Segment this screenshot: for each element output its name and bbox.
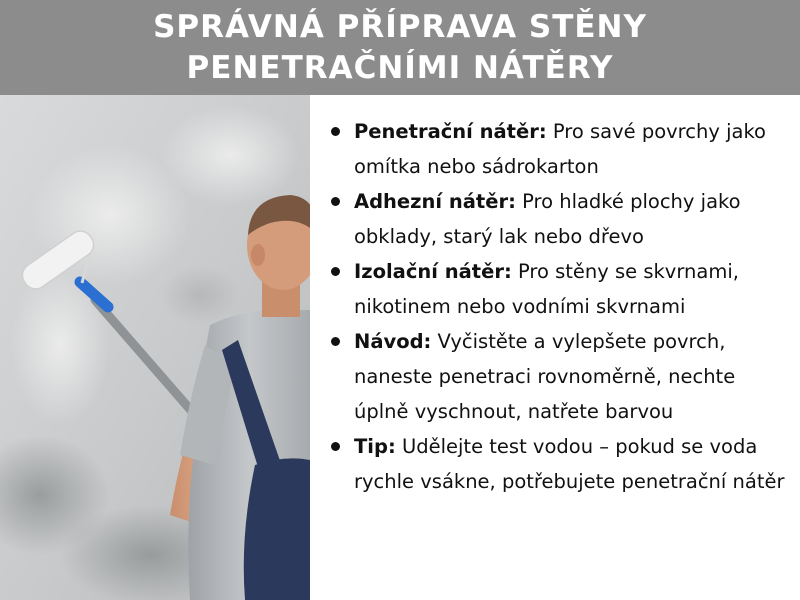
list-item-penetration bbox=[328, 114, 793, 184]
bullet-icon bbox=[331, 442, 340, 451]
item-text: Udělejte test vodou – pokud se voda rychle vsákne, potřebujete penetrační nátěr bbox=[354, 435, 785, 493]
ear bbox=[251, 244, 265, 266]
painter-photo bbox=[0, 95, 310, 600]
bullet-icon bbox=[331, 197, 340, 206]
overalls bbox=[244, 458, 310, 600]
item-text: Pro hladké plochy jako obklady, starý lak nebo dřevo bbox=[354, 190, 741, 248]
item-term: Izolační nátěr: bbox=[354, 260, 512, 283]
item-text: Pro stěny se skvrnami, nikotinem nebo vodními skvrnami bbox=[354, 260, 739, 318]
item-term: Adhezní nátěr: bbox=[354, 190, 516, 213]
item-term: Návod: bbox=[354, 330, 432, 353]
bullet-icon bbox=[331, 337, 340, 346]
list-item-tip bbox=[328, 429, 793, 499]
item-text: Pro savé povrchy jako omítka nebo sádrokarton bbox=[354, 120, 766, 178]
title-line-1: SPRÁVNÁ PŘÍPRAVA STĚNY bbox=[153, 8, 647, 45]
bullet-icon bbox=[331, 127, 340, 136]
list-item-insulation bbox=[328, 254, 793, 324]
title-line-2: PENETRAČNÍMI NÁTĚRY bbox=[186, 49, 614, 86]
painter-illustration bbox=[0, 95, 310, 600]
item-term: Penetrační nátěr: bbox=[354, 120, 547, 143]
list-item-adhesion bbox=[328, 184, 793, 254]
list-item-instructions bbox=[328, 324, 793, 429]
info-list bbox=[328, 114, 793, 499]
item-text: Vyčistěte a vylepšete povrch, naneste penetraci rovnoměrně, nechte úplně vyschnout, natřete barvou bbox=[354, 330, 736, 423]
header-banner bbox=[0, 0, 800, 95]
item-term: Tip: bbox=[354, 435, 396, 458]
bullet-icon bbox=[331, 267, 340, 276]
